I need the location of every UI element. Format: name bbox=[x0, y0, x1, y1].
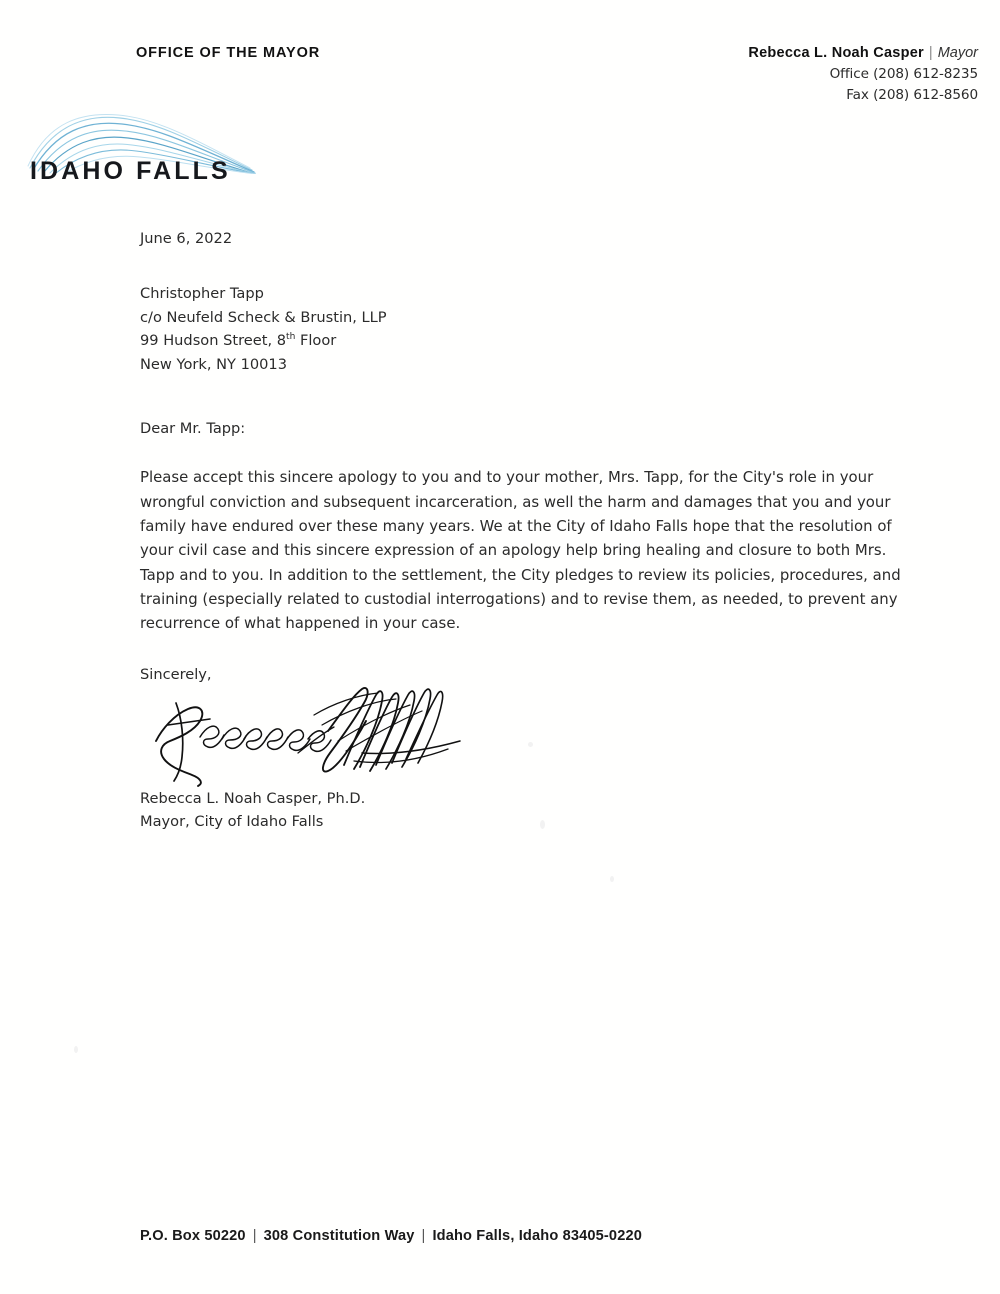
scan-artifact bbox=[74, 1046, 78, 1053]
body-paragraph: Please accept this sincere apology to you and to your mother, Mrs. Tapp, for the City's role in your wrongful conviction and subsequent incarceration, as well the harm and damages that you and your family have endured over these many years. We at the City of Idaho Falls hope that the resolution of your civil case and this sincere expression of an apology help bring healing and closure to both Mrs. Tapp and to you. In addition to the settlement, the City pledges to review its policies, procedures, and training (especially related to custodial interrogations) and to revise them, as needed, to prevent any recurrence of what happened in your case. bbox=[140, 468, 901, 633]
scan-artifact bbox=[610, 876, 614, 882]
signature-block bbox=[148, 679, 488, 787]
footer-address bbox=[140, 1228, 642, 1244]
footer-po-box: P.O. Box 50220 bbox=[140, 1228, 246, 1244]
header-separator: | bbox=[928, 45, 933, 61]
recipient-street-pre: 99 Hudson Street, 8 bbox=[140, 332, 287, 350]
idaho-falls-logo bbox=[26, 112, 256, 190]
recipient-street bbox=[140, 329, 912, 353]
office-phone: Office (208) 612-8235 bbox=[829, 66, 978, 83]
mayor-title: Mayor bbox=[937, 45, 978, 61]
office-of-the-mayor-label: OFFICE OF THE MAYOR bbox=[136, 45, 321, 61]
footer-separator-2: | bbox=[421, 1228, 426, 1244]
mayor-name: Rebecca L. Noah Casper bbox=[748, 45, 924, 61]
mayor-name-line bbox=[748, 42, 978, 64]
signer-name: Rebecca L. Noah Casper, Ph.D. bbox=[140, 789, 366, 807]
footer-city-zip: Idaho Falls, Idaho 83405-0220 bbox=[432, 1228, 642, 1244]
footer-street: 308 Constitution Way bbox=[263, 1228, 415, 1244]
footer-separator-1: | bbox=[252, 1228, 257, 1244]
salutation: Dear Mr. Tapp: bbox=[140, 420, 246, 438]
closing-line: Sincerely, bbox=[140, 665, 212, 683]
recipient-street-ordinal: th bbox=[286, 332, 296, 343]
recipient-address-block bbox=[140, 282, 912, 377]
recipient-city-state-zip: New York, NY 10013 bbox=[140, 355, 287, 373]
signer-title: Mayor, City of Idaho Falls bbox=[140, 813, 324, 831]
letter-date: June 6, 2022 bbox=[140, 230, 233, 247]
letter-content bbox=[140, 228, 912, 834]
fax-phone: Fax (208) 612-8560 bbox=[846, 86, 978, 103]
recipient-name: Christopher Tapp bbox=[140, 284, 264, 302]
handwritten-signature-icon bbox=[148, 679, 488, 787]
recipient-firm: c/o Neufeld Scheck & Brustin, LLP bbox=[140, 308, 387, 326]
recipient-street-post: Floor bbox=[295, 332, 337, 350]
header-contact-block bbox=[748, 42, 978, 105]
logo-wordmark: IDAHO FALLS bbox=[30, 157, 231, 185]
